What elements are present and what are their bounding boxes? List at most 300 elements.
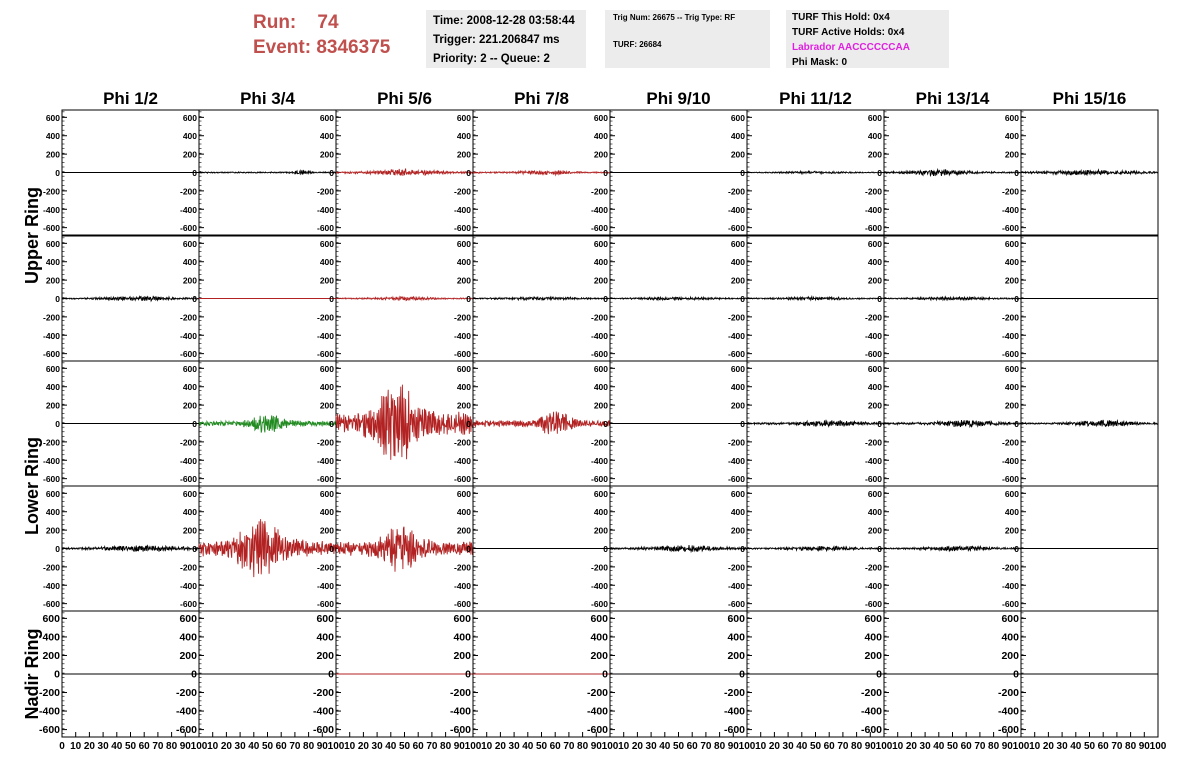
y-tick-label: 200	[1004, 275, 1019, 286]
y-tick-label: 200	[319, 149, 334, 160]
y-tick-label: 200	[864, 649, 882, 662]
y-tick-label: -600	[864, 223, 882, 234]
x-tick-label: 50	[398, 741, 411, 752]
y-tick-label: -200	[860, 687, 882, 700]
x-tick-label: 70	[289, 741, 301, 752]
y-tick-label: 600	[182, 238, 197, 249]
y-tick-label: -400	[1001, 330, 1019, 341]
y-tick-label: -600	[453, 474, 471, 485]
y-tick-label: 0	[603, 419, 608, 429]
y-tick-label: 200	[182, 525, 197, 536]
y-tick-label: 600	[182, 112, 197, 123]
x-tick-label: 100	[1012, 741, 1030, 752]
x-tick-label: 10	[344, 741, 356, 752]
y-tick-label: 600	[593, 488, 608, 499]
x-tick-label: 70	[426, 741, 438, 752]
y-tick-label: -600	[38, 724, 60, 737]
y-tick-label: 0	[55, 419, 60, 429]
waveform-trace	[1021, 420, 1158, 427]
y-tick-label: -600	[42, 474, 60, 485]
y-tick-label: -200	[723, 687, 745, 700]
x-tick-label: 90	[179, 741, 191, 752]
y-tick-label: 200	[456, 275, 471, 286]
x-tick-label: 90	[590, 741, 602, 752]
y-tick-label: 0	[877, 419, 882, 429]
y-tick-label: 400	[1004, 131, 1019, 142]
y-tick-label: -600	[453, 599, 471, 610]
y-tick-label: 0	[55, 544, 60, 554]
y-tick-label: -600	[316, 599, 334, 610]
x-tick-label: 40	[659, 741, 671, 752]
x-tick-label: 70	[152, 741, 164, 752]
phi-mask-text: Phi Mask: 0	[792, 57, 848, 68]
trig-num-text: Trig Num: 26675 -- Trig Type: RF	[613, 13, 736, 22]
y-tick-label: -200	[1001, 562, 1019, 573]
y-tick-label: -400	[727, 580, 745, 591]
y-tick-label: 200	[45, 525, 60, 536]
y-tick-label: 0	[54, 668, 60, 681]
y-tick-label: 600	[593, 238, 608, 249]
y-tick-label: 0	[602, 668, 608, 681]
y-tick-label: -600	[860, 724, 882, 737]
column-header: Phi 3/4	[240, 89, 295, 108]
y-tick-label: -600	[42, 223, 60, 234]
x-tick-label: 80	[440, 741, 452, 752]
x-tick-label: 60	[686, 741, 698, 752]
y-tick-label: 0	[1013, 668, 1019, 681]
y-tick-label: -600	[42, 599, 60, 610]
x-tick-label: 20	[494, 741, 506, 752]
y-tick-label: -200	[1001, 186, 1019, 197]
y-tick-label: 0	[55, 168, 60, 178]
y-tick-label: 200	[316, 649, 334, 662]
y-tick-label: 0	[192, 544, 197, 554]
y-tick-label: 0	[740, 419, 745, 429]
y-tick-label: 200	[453, 649, 471, 662]
y-tick-label: 600	[45, 488, 60, 499]
y-tick-label: -600	[590, 474, 608, 485]
column-header: Phi 9/10	[646, 89, 711, 108]
y-tick-label: -200	[38, 687, 60, 700]
x-tick-label: 60	[138, 741, 150, 752]
y-tick-label: 400	[319, 131, 334, 142]
x-tick-label: 70	[974, 741, 986, 752]
x-tick-label: 100	[190, 741, 208, 752]
event-value: 8346375	[316, 37, 391, 58]
y-tick-label: 200	[727, 649, 745, 662]
y-tick-label: -200	[453, 562, 471, 573]
y-tick-label: 600	[42, 612, 60, 625]
y-tick-label: 0	[1014, 294, 1019, 304]
y-tick-label: 400	[453, 631, 471, 644]
y-tick-label: 400	[1004, 507, 1019, 518]
y-tick-label: -400	[727, 330, 745, 341]
y-tick-label: 400	[867, 131, 882, 142]
y-tick-label: -600	[864, 599, 882, 610]
y-tick-label: 600	[319, 488, 334, 499]
x-tick-label: 20	[768, 741, 780, 752]
y-tick-label: 200	[319, 275, 334, 286]
y-tick-label: 600	[864, 612, 882, 625]
y-tick-label: -200	[179, 562, 197, 573]
waveform-trace	[336, 385, 473, 460]
y-tick-label: 400	[730, 257, 745, 268]
y-tick-label: 200	[730, 400, 745, 411]
x-tick-label: 80	[303, 741, 315, 752]
y-tick-label: 200	[867, 400, 882, 411]
x-tick-label: 30	[234, 741, 246, 752]
y-tick-label: 600	[590, 612, 608, 625]
y-tick-label: 0	[466, 294, 471, 304]
y-tick-label: 600	[182, 488, 197, 499]
y-tick-label: -600	[1001, 223, 1019, 234]
y-tick-label: 0	[1014, 544, 1019, 554]
y-tick-label: 400	[179, 631, 197, 644]
x-tick-label: 10	[1029, 741, 1041, 752]
y-tick-label: 400	[593, 131, 608, 142]
x-tick-label: 0	[59, 741, 65, 752]
y-tick-label: 600	[867, 363, 882, 374]
y-tick-label: 0	[466, 168, 471, 178]
y-tick-label: 600	[867, 238, 882, 249]
y-tick-label: 0	[329, 544, 334, 554]
y-tick-label: 400	[182, 257, 197, 268]
y-tick-label: -400	[316, 580, 334, 591]
y-tick-label: 400	[456, 131, 471, 142]
y-tick-label: 600	[593, 112, 608, 123]
waveform-trace	[473, 412, 610, 435]
y-tick-label: 0	[740, 544, 745, 554]
y-tick-label: -400	[590, 580, 608, 591]
y-tick-label: 400	[867, 382, 882, 393]
y-tick-label: 200	[45, 400, 60, 411]
y-tick-label: -400	[453, 580, 471, 591]
y-tick-label: -400	[449, 705, 471, 718]
y-tick-label: -200	[42, 186, 60, 197]
column-header: Phi 11/12	[779, 89, 852, 108]
y-tick-label: 600	[1004, 238, 1019, 249]
waveform-trace	[62, 546, 199, 552]
x-tick-label: 10	[70, 741, 82, 752]
y-tick-label: -400	[42, 455, 60, 466]
y-tick-label: 200	[593, 400, 608, 411]
y-tick-label: 400	[593, 382, 608, 393]
y-tick-label: 600	[730, 112, 745, 123]
y-tick-label: -200	[42, 312, 60, 323]
x-tick-label: 80	[714, 741, 726, 752]
y-tick-label: 200	[1004, 149, 1019, 160]
x-tick-label: 60	[275, 741, 287, 752]
y-tick-label: 600	[45, 363, 60, 374]
y-tick-label: -400	[1001, 204, 1019, 215]
row-label: Lower Ring	[22, 437, 42, 535]
y-tick-label: 600	[867, 112, 882, 123]
y-tick-label: -600	[723, 724, 745, 737]
y-tick-label: 400	[316, 631, 334, 644]
y-tick-label: -200	[449, 687, 471, 700]
y-tick-label: -200	[727, 437, 745, 448]
y-tick-label: 0	[192, 168, 197, 178]
x-tick-label: 30	[97, 741, 109, 752]
y-tick-label: 0	[329, 168, 334, 178]
column-header: Phi 15/16	[1052, 89, 1127, 108]
x-tick-label: 50	[672, 741, 685, 752]
x-tick-label: 30	[371, 741, 383, 752]
y-tick-label: -200	[727, 186, 745, 197]
y-tick-label: -200	[316, 186, 334, 197]
x-tick-label: 100	[601, 741, 619, 752]
y-tick-label: 600	[182, 363, 197, 374]
y-tick-label: -600	[316, 474, 334, 485]
waveform-trace	[610, 297, 747, 300]
y-tick-label: 400	[1004, 382, 1019, 393]
y-tick-label: -400	[864, 455, 882, 466]
y-tick-label: -600	[727, 349, 745, 360]
waveform-trace	[336, 169, 473, 176]
y-tick-label: -200	[179, 186, 197, 197]
labrador-text: Labrador AACCCCCCAA	[792, 42, 910, 53]
y-tick-label: 0	[740, 168, 745, 178]
y-tick-label: 0	[603, 544, 608, 554]
run-value: 74	[317, 12, 339, 33]
y-tick-label: -600	[179, 349, 197, 360]
x-tick-label: 90	[316, 741, 328, 752]
x-tick-label: 60	[412, 741, 424, 752]
y-tick-label: -400	[590, 455, 608, 466]
y-tick-label: -400	[727, 455, 745, 466]
y-tick-label: 400	[182, 131, 197, 142]
y-tick-label: 200	[1004, 525, 1019, 536]
y-tick-label: 400	[593, 257, 608, 268]
x-tick-label: 90	[864, 741, 876, 752]
x-tick-label: 100	[327, 741, 345, 752]
y-tick-label: -600	[449, 724, 471, 737]
row-label: Upper Ring	[22, 187, 42, 284]
turf-text: TURF: 26684	[613, 40, 662, 49]
y-tick-label: 0	[877, 294, 882, 304]
y-tick-label: -200	[590, 562, 608, 573]
waveform-trace	[199, 519, 336, 577]
y-tick-label: 0	[740, 294, 745, 304]
y-tick-label: 0	[876, 668, 882, 681]
y-tick-label: -600	[179, 474, 197, 485]
x-tick-label: 90	[727, 741, 739, 752]
waveform-trace	[747, 420, 884, 427]
x-tick-label: 40	[385, 741, 397, 752]
y-tick-label: -400	[316, 455, 334, 466]
y-tick-label: 400	[45, 382, 60, 393]
y-tick-label: -600	[179, 599, 197, 610]
column-header: Phi 7/8	[514, 89, 569, 108]
y-tick-label: 400	[182, 507, 197, 518]
y-tick-label: 0	[465, 668, 471, 681]
y-tick-label: -600	[1001, 474, 1019, 485]
y-tick-label: 200	[730, 149, 745, 160]
y-tick-label: -200	[316, 312, 334, 323]
y-tick-label: 200	[182, 149, 197, 160]
y-tick-label: 600	[453, 612, 471, 625]
y-tick-label: 600	[730, 488, 745, 499]
column-header: Phi 13/14	[915, 89, 990, 108]
y-tick-label: 600	[456, 363, 471, 374]
y-tick-label: -400	[42, 580, 60, 591]
row-label: Nadir Ring	[22, 628, 42, 720]
turf-active-text: TURF Active Holds: 0x4	[792, 27, 905, 38]
y-tick-label: 600	[319, 238, 334, 249]
y-tick-label: 400	[867, 257, 882, 268]
y-tick-label: 600	[316, 612, 334, 625]
y-tick-label: 200	[456, 400, 471, 411]
x-tick-label: 10	[755, 741, 767, 752]
y-tick-label: -200	[42, 437, 60, 448]
x-tick-label: 40	[248, 741, 260, 752]
y-tick-label: 600	[319, 363, 334, 374]
y-tick-label: 400	[593, 507, 608, 518]
waveform-trace	[336, 527, 473, 572]
waveform-trace	[747, 297, 884, 301]
y-tick-label: 0	[192, 419, 197, 429]
x-tick-label: 40	[933, 741, 945, 752]
y-tick-label: 200	[590, 649, 608, 662]
x-tick-label: 50	[535, 741, 548, 752]
y-tick-label: -200	[590, 312, 608, 323]
column-header: Phi 5/6	[377, 89, 432, 108]
y-tick-label: -400	[586, 705, 608, 718]
x-tick-label: 30	[645, 741, 657, 752]
waveform-trace	[199, 170, 336, 174]
y-tick-label: -200	[179, 437, 197, 448]
x-tick-label: 70	[837, 741, 849, 752]
y-tick-label: -200	[997, 687, 1019, 700]
y-tick-label: 600	[867, 488, 882, 499]
event-label: Event:	[253, 37, 312, 58]
x-tick-label: 60	[960, 741, 972, 752]
y-tick-label: 600	[593, 363, 608, 374]
y-tick-label: 400	[456, 382, 471, 393]
x-tick-label: 20	[357, 741, 369, 752]
y-tick-label: -200	[453, 186, 471, 197]
y-tick-label: -400	[727, 204, 745, 215]
waveform-trace	[884, 546, 1021, 551]
y-tick-label: -200	[175, 687, 197, 700]
x-tick-label: 50	[124, 741, 137, 752]
y-tick-label: 600	[1004, 112, 1019, 123]
y-tick-label: -600	[175, 724, 197, 737]
column-header: Phi 1/2	[103, 89, 158, 108]
x-tick-label: 80	[851, 741, 863, 752]
y-tick-label: 200	[1001, 649, 1019, 662]
y-tick-label: -400	[723, 705, 745, 718]
y-tick-label: 200	[730, 525, 745, 536]
y-tick-label: 400	[182, 382, 197, 393]
y-tick-label: 600	[319, 112, 334, 123]
y-tick-label: 200	[867, 149, 882, 160]
y-tick-label: 0	[877, 544, 882, 554]
y-tick-label: 0	[191, 668, 197, 681]
x-tick-label: 20	[220, 741, 232, 752]
y-tick-label: -600	[727, 474, 745, 485]
y-tick-label: 200	[456, 149, 471, 160]
x-tick-label: 20	[905, 741, 917, 752]
y-tick-label: 200	[182, 400, 197, 411]
y-tick-label: -600	[997, 724, 1019, 737]
y-tick-label: -200	[864, 312, 882, 323]
y-tick-label: 400	[319, 257, 334, 268]
y-tick-label: -600	[42, 349, 60, 360]
y-tick-label: 400	[730, 131, 745, 142]
y-tick-label: 0	[877, 168, 882, 178]
x-tick-label: 100	[875, 741, 893, 752]
y-tick-label: -400	[590, 330, 608, 341]
y-tick-label: -600	[1001, 599, 1019, 610]
waveform-trace	[610, 545, 747, 552]
y-tick-label: -600	[864, 349, 882, 360]
x-tick-label: 100	[1149, 741, 1167, 752]
y-tick-label: 400	[42, 631, 60, 644]
y-tick-label: 200	[456, 525, 471, 536]
x-tick-label: 90	[1138, 741, 1150, 752]
y-tick-label: -400	[316, 204, 334, 215]
y-tick-label: -200	[42, 562, 60, 573]
run-label: Run:	[253, 12, 297, 33]
y-tick-label: -600	[864, 474, 882, 485]
y-tick-label: 200	[1004, 400, 1019, 411]
y-tick-label: 600	[1004, 363, 1019, 374]
x-tick-label: 50	[809, 741, 822, 752]
waveform-trace	[747, 171, 884, 174]
y-tick-label: 0	[466, 419, 471, 429]
y-tick-label: -600	[590, 599, 608, 610]
y-tick-label: 600	[1004, 488, 1019, 499]
time-text: Time: 2008-12-28 03:58:44	[433, 15, 575, 27]
y-tick-label: 600	[730, 363, 745, 374]
y-tick-label: -600	[453, 223, 471, 234]
x-tick-label: 10	[892, 741, 904, 752]
y-tick-label: 400	[1004, 257, 1019, 268]
y-tick-label: -400	[42, 330, 60, 341]
y-tick-label: -600	[586, 724, 608, 737]
x-tick-label: 60	[823, 741, 835, 752]
waveform-trace	[336, 296, 473, 300]
y-tick-label: -200	[453, 312, 471, 323]
y-tick-label: 400	[730, 382, 745, 393]
y-tick-label: -200	[586, 687, 608, 700]
y-tick-label: -600	[727, 599, 745, 610]
y-tick-label: -600	[316, 349, 334, 360]
y-tick-label: 600	[727, 612, 745, 625]
x-tick-label: 60	[549, 741, 561, 752]
y-tick-label: -400	[179, 204, 197, 215]
y-tick-label: 200	[319, 525, 334, 536]
x-tick-label: 70	[563, 741, 575, 752]
x-tick-label: 40	[111, 741, 123, 752]
y-tick-label: -600	[727, 223, 745, 234]
y-tick-label: -400	[316, 330, 334, 341]
x-tick-label: 30	[782, 741, 794, 752]
x-tick-label: 20	[1042, 741, 1054, 752]
y-tick-label: 200	[730, 275, 745, 286]
waveform-trace	[473, 170, 610, 175]
x-tick-label: 70	[1111, 741, 1123, 752]
y-tick-label: 0	[1014, 419, 1019, 429]
x-tick-label: 20	[631, 741, 643, 752]
x-tick-label: 30	[508, 741, 520, 752]
y-tick-label: -200	[453, 437, 471, 448]
waveform-trace	[884, 420, 1021, 427]
y-tick-label: 0	[466, 544, 471, 554]
x-tick-label: 10	[481, 741, 493, 752]
y-tick-label: 200	[593, 275, 608, 286]
